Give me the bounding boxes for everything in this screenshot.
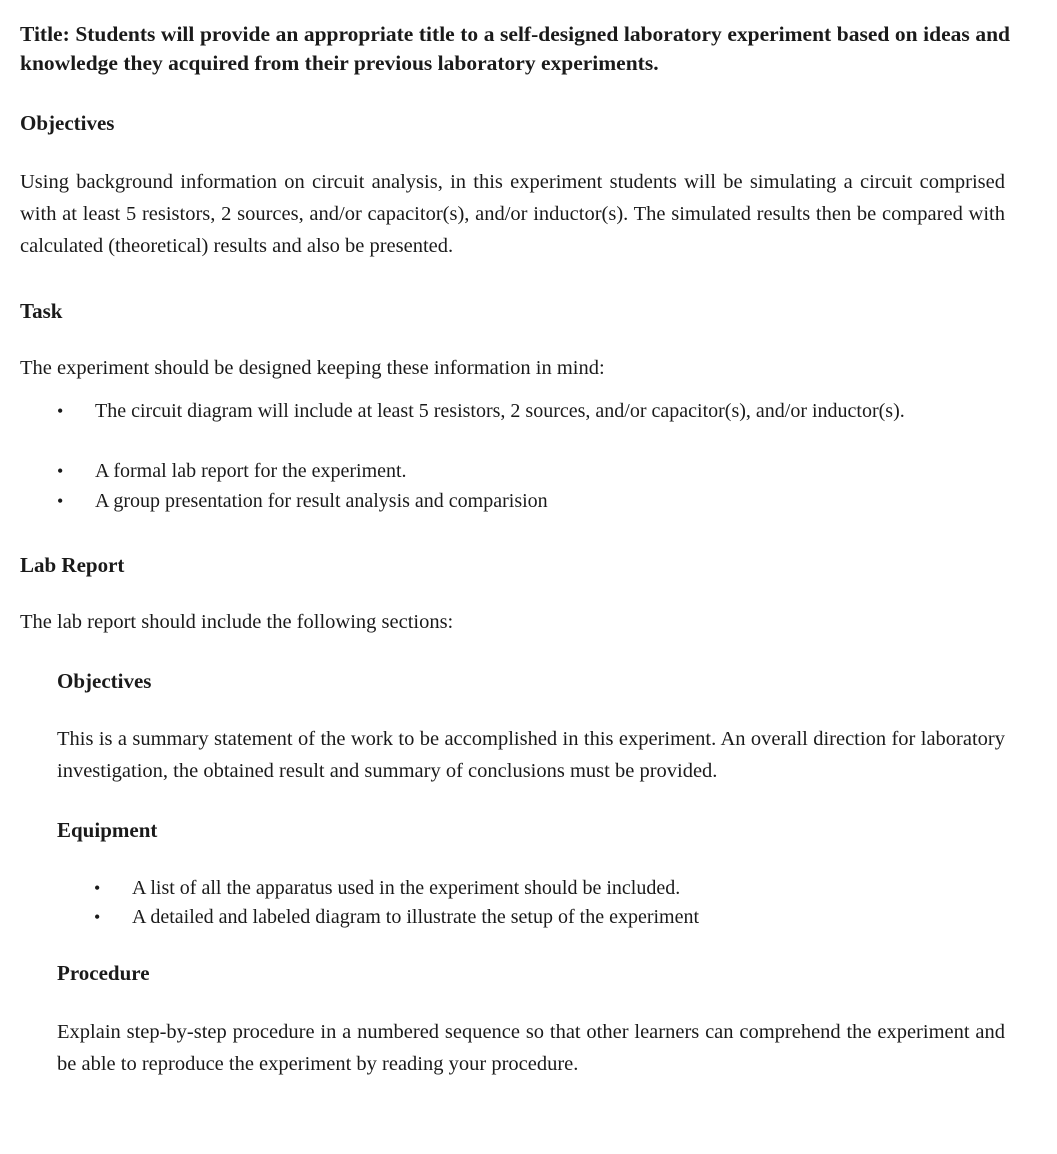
procedure-paragraph: Explain step-by-step procedure in a numbered sequence so that other learners can comprehend the experiment and be able to reproduce the experiment by reading your procedure.	[57, 1021, 1005, 1075]
lab-report-heading: Lab Report	[20, 553, 125, 577]
bullet-icon: •	[57, 491, 64, 511]
lab-objectives-heading: Objectives	[57, 669, 152, 693]
document-title: Title: Students will provide an appropriate title to a self-designed laboratory experiment based on ideas and knowledge they acquired from their previous laboratory experiments.	[20, 22, 1010, 75]
task-heading: Task	[20, 299, 63, 323]
lab-report-intro: The lab report should include the following sections:	[20, 611, 454, 633]
task-item-text: A group presentation for result analysis and comparision	[95, 490, 548, 512]
list-item	[55, 396, 1005, 456]
list-item	[55, 486, 1005, 516]
bullet-icon: •	[57, 461, 64, 481]
task-list	[55, 396, 1005, 516]
objectives-paragraph: Using background information on circuit analysis, in this experiment students will be simulating a circuit comprised with at least 5 resistors, 2 sources, and/or capacitor(s), and/or inductor(s). The simulated results then be compared with calculated (theoretical) results and also be presented.	[20, 171, 1005, 257]
equipment-item-text: A list of all the apparatus used in the experiment should be included.	[132, 877, 681, 899]
list-item	[92, 903, 1005, 932]
bullet-icon: •	[57, 401, 64, 421]
equipment-heading: Equipment	[57, 818, 158, 842]
task-item-text: A formal lab report for the experiment.	[95, 460, 407, 482]
objectives-heading: Objectives	[20, 111, 115, 135]
list-item	[92, 874, 1005, 903]
bullet-icon: •	[94, 907, 101, 927]
list-item	[55, 456, 1005, 486]
task-intro: The experiment should be designed keeping these information in mind:	[20, 357, 605, 379]
equipment-item-text: A detailed and labeled diagram to illustrate the setup of the experiment	[132, 906, 700, 928]
lab-objectives-paragraph: This is a summary statement of the work to be accomplished in this experiment. An overall direction for laboratory investigation, the obtained result and summary of conclusions must be provided.	[57, 728, 1005, 782]
bullet-icon: •	[94, 878, 101, 898]
equipment-list	[92, 874, 1005, 932]
task-item-text: The circuit diagram will include at least 5 resistors, 2 sources, and/or capacitor(s), and/or inductor(s).	[95, 400, 905, 422]
procedure-heading: Procedure	[57, 961, 150, 985]
